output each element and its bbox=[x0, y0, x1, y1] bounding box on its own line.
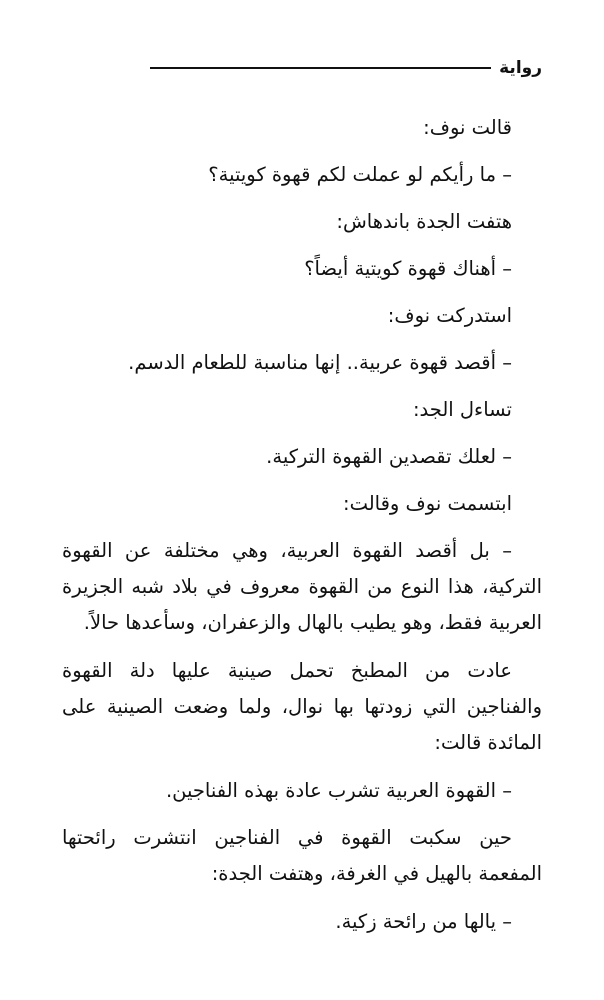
dialogue-line: – لعلك تقصدين القهوة التركية. bbox=[266, 445, 512, 468]
dialogue-line: – يالها من رائحة زكية. bbox=[335, 910, 512, 933]
dialogue-line: – بل أقصد القهوة العربية، وهي مختلفة عن القهوة التركية، هذا النوع من القهوة معروف في بلاد شبه الجزيرة العربية فقط، وهو يطيب بالهال والزعفران، وسأعدها حالاً. bbox=[62, 539, 542, 634]
paragraph: استدركت نوف: bbox=[387, 304, 512, 327]
paragraph: تساءل الجد: bbox=[412, 398, 512, 421]
paragraph: عادت من المطبخ تحمل صينية عليها دلة القهوة والفناجين التي زودتها بها نوال، ولما وضعت الصينية على المائدة قالت: bbox=[62, 659, 542, 754]
paragraph: هتفت الجدة باندهاش: bbox=[336, 210, 512, 233]
dialogue-line: – ما رأيكم لو عملت لكم قهوة كويتية؟ bbox=[208, 163, 512, 186]
dialogue-line: – القهوة العربية تشرب عادة بهذه الفناجين. bbox=[165, 779, 512, 802]
paragraph: حين سكبت القهوة في الفناجين انتشرت رائحتها المفعمة بالهيل في الغرفة، وهتفت الجدة: bbox=[62, 826, 542, 885]
page-header bbox=[150, 56, 542, 80]
story-text bbox=[62, 110, 542, 940]
paragraph: قالت نوف: bbox=[423, 116, 512, 139]
section-label: رواية bbox=[499, 58, 542, 78]
header-rule bbox=[150, 67, 491, 69]
dialogue-line: – أهناك قهوة كويتية أيضاً؟ bbox=[304, 257, 512, 280]
dialogue-line: – أقصد قهوة عربية.. إنها مناسبة للطعام الدسم. bbox=[128, 351, 512, 374]
paragraph: ابتسمت نوف وقالت: bbox=[343, 492, 512, 515]
